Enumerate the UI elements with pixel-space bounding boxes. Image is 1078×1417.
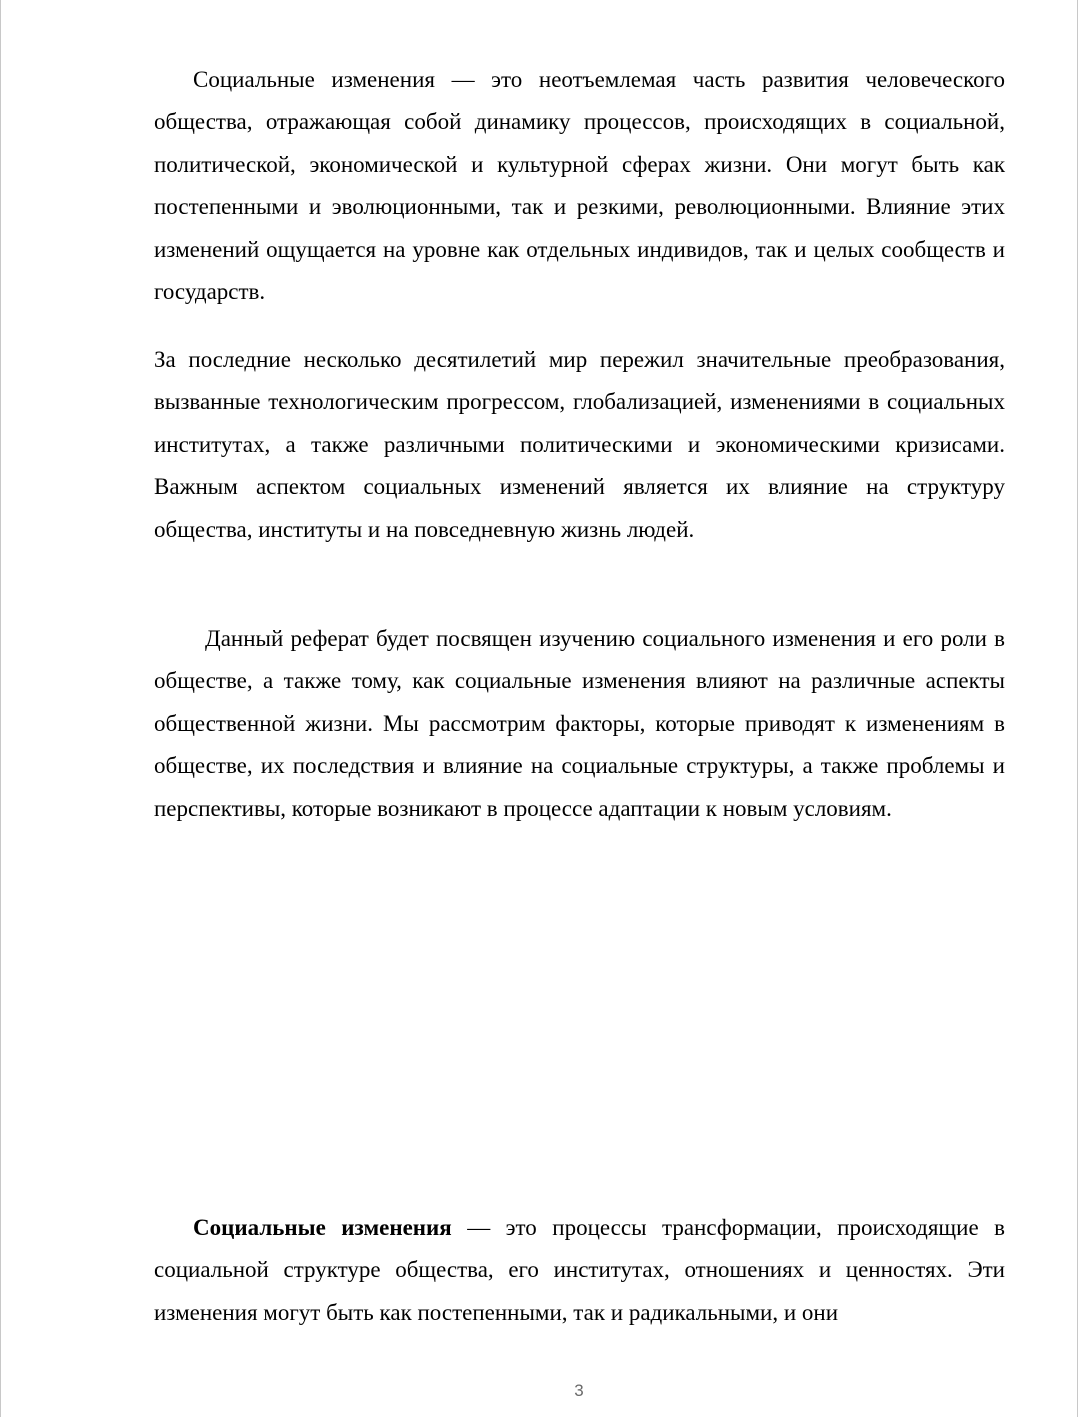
page-number: 3 [574,1381,584,1400]
definition-term: Социальные изменения [193,1215,452,1240]
paragraph-intro: Социальные изменения — это неотъемлемая часть развития человеческого общества, отражающая собой динамику процессов, происходящих в социальной, политической, экономической и культурной сферах жизни. Они могут быть как постепенными и эволюционными, так и резкими, революционными. Влияние этих изменений ощущается на уровне как отдельных индивидов, так и целых сообществ и государств. [154,67,1005,305]
paragraph-transformations: За последние несколько десятилетий мир пережил значительные преобразования, вызванные технологическим прогрессом, глобализацией, изменениями в социальных институтах, а также различными политическими и экономическими кризисами. Важным аспектом социальных изменений является их влияние на структуру общества, институты и на повседневную жизнь людей. [154,347,1005,542]
paragraph-definition [154,1207,1005,1335]
paragraph-essay-purpose: Данный реферат будет посвящен изучению социального изменения и его роли в обществе, а также тому, как социальные изменения влияют на различные аспекты общественной жизни. Мы рассмотрим факторы, которые приводят к изменениям в обществе, их последствия и влияние на социальные структуры, а также проблемы и перспективы, которые возникают в процессе адаптации к новым условиям. [154,626,1005,821]
definition-text: — это процессы трансформации, происходящие в социальной структуре общества, его институтах, отношениях и ценностях. Эти изменения могут быть как постепенными, так и радикальными, и они [154,1215,1005,1325]
